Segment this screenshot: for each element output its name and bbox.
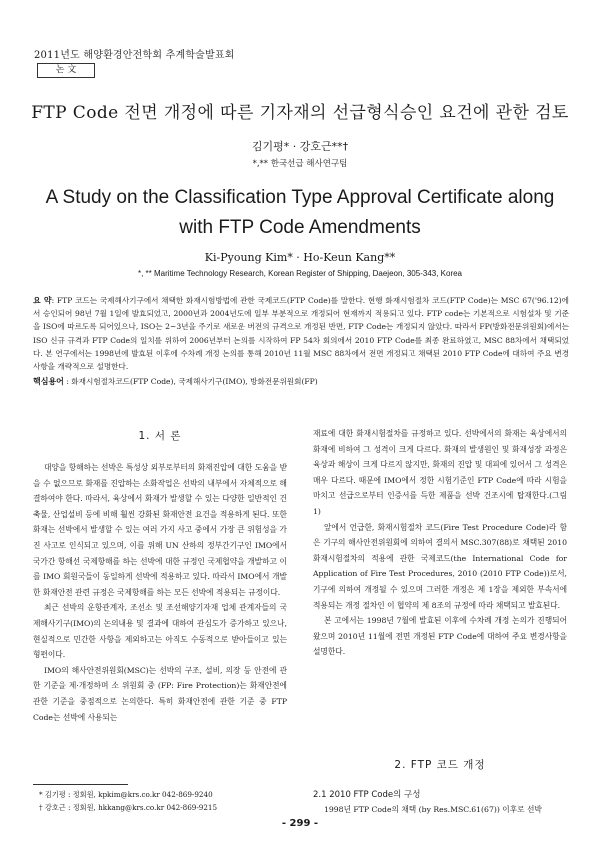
right-paragraph-1: 재료에 대한 화재시험절차를 규정하고 있다. 선박에서의 화재는 육상에서의 화재에 비하여 그 성격이 크게 다르다. 화재의 발생원인 및 화재성장 과정은 육상과 해상이 크게 다르지 않지만, 화재의 진압 및 대피에 있어서 그 성격은 매우 다르다. 때문에 IMO에서 정한 시험기준인 FTP Code에 따라 시험을 마치고 선급으로부터 인증서를 득한 제품을 선박 건조시에 탑재한다.(그림 1) bbox=[313, 429, 567, 516]
right-paragraph-2: 앞에서 언급한, 화재시험절차 코드(Fire Test Procedure Code)라 함은 기구의 해사안전위원회에 의하여 결의서 MSC.307(88)로 채택된 2010 화재시험절차의 적용에 관한 국제코드(the International Code for Application of Fire Test Procedures, 2010 (2010 FTP Code))로서, 기구에 의하여 개정될 수 있으며 그러한 개정은 제 1장을 제외한 부속서에 적용되는 개정 절차인 이 협약의 제 8조의 규정에 따라 채택되고 발효된다. bbox=[313, 522, 567, 610]
right-paragraph-3: 본 고에서는 1998년 7월에 발효된 이후에 수차례 개정 논의가 진행되어 왔으며 2010년 11월에 전면 개정된 FTP Code에 대하여 주요 변경사항을 설명한다. bbox=[313, 616, 567, 657]
footnote-2: † 강호근 : 정회원, hkkang@krs.co.kr 042-869-9215 bbox=[39, 803, 218, 812]
keywords-text: : 화재시험절차코드(FTP Code), 국제해사기구(IMO), 방화전문위원회(FP) bbox=[63, 377, 318, 386]
conference-header: 2011년도 해양환경안전학회 추계학술발표회 bbox=[34, 50, 235, 61]
right-column bbox=[313, 426, 567, 660]
intro-paragraph-3: IMO의 해사안전위원회(MSC)는 선박의 구조, 설비, 의장 등 안전에 관한 기준을 제·개정하며 소 위원회 중 (FP: Fire Protection)는 화재안전에 관한 기준을 중점적으로 논의한다. 특히 화재안전에 관한 기준 중 FTP Code는 선박에 사용되는 bbox=[33, 665, 287, 722]
paper-type-badge: 논 文 bbox=[37, 63, 95, 78]
subsection-2-1-text: 1998년 FTP Code의 채택 (by Res.MSC.61(67)) 이후로 선박 bbox=[324, 805, 542, 814]
left-column bbox=[33, 460, 287, 725]
page-number: - 299 - bbox=[281, 818, 319, 829]
abstract-text: : FTP 코드는 국제해사기구에서 채택한 화재시험방법에 관한 국제코드(FTP Code)를 말한다. 현행 화재시험절차 코드(FTP Code)는 MSC 67('96.12)에서 승인되어 98년 7월 1일에 발효되었고, 2000년과 2004년도에 일부 부분적으로 개정되어 현재까지 적용되고 있다. FTP code는 기본적으로 시험설차 및 기준을 ISO에 따르도록 되어있으나, ISO는 2~3년을 주기로 새로운 버전의 규격으로 개정된 반면, FTP Code는 개정되지 않았다. 따라서 FP(방화전문위원회)에서는 ISO 신규 규격과 FTP Code의 일치를 위하여 2006년부터 논의를 시작하여 FP 54차 회의에서 2010 FTP Code를 최종 완료하였고, MSC 88차에서 채택되었다. 본 연구에서는 1998년에 발효된 이후에 수차례 개정 논의를 통해 2010년 11월 MSC 88차에서 전면 개정되고 채택된 2010 FTP Code에 대하여 주요 변경사항을 개략적으로 설명한다. bbox=[33, 296, 569, 372]
title-english: A Study on the Classification Type Approval Certificate along with FTP Code Amendments bbox=[45, 187, 555, 238]
footnote-1: * 김기평 : 정회원, kpkim@krs.co.kr 042-869-9240 bbox=[39, 790, 213, 799]
intro-paragraph-1: 대양을 항해하는 선박은 특성상 외부로부터의 화재진압에 대한 도움을 받을 수 없으므로 화재를 진압하는 소화작업은 선박의 내부에서 자체적으로 해결하여야 한다. 따라서, 육상에서 화재가 발생할 수 있는 다양한 일반적인 건축물, 산업설비 등에 비해 훨씬 강화된 화재안전 요건을 적용하게 된다. 또한 화재는 선박에서 발생할 수 있는 여러 가지 사고 중에서 가장 큰 위험성을 가진 사고로 인식되고 있으며, 이를 위해 UN 산하의 정부간기구인 IMO에서 국가간 항해선 국제항해를 하는 선박에 대한 규정인 국제협약을 개발하고 이를 IMO 회원국들이 동일하게 선박에 적용하고 있다. 따라서 IMO에서 개발한 화재안전 관련 규정은 국제항해를 하는 모든 선박에 적용되는 규정이다. bbox=[33, 463, 287, 597]
abstract-label: 요 약 bbox=[33, 296, 52, 305]
affiliation-english: *, ** Maritime Technology Research, Korean Register of Shipping, Daejeon, 305-343, Korea bbox=[137, 269, 463, 278]
abstract bbox=[33, 294, 569, 373]
subsection-2-1-heading: 2.1 2010 FTP Code의 구성 bbox=[313, 790, 421, 800]
keywords bbox=[33, 376, 569, 387]
footnote-rule bbox=[33, 784, 128, 785]
affiliation-korean: *,** 한국선급 해사연구팀 bbox=[252, 159, 348, 169]
authors-english: Ki-Pyoung Kim* · Ho-Keun Kang** bbox=[204, 251, 396, 264]
title-korean: FTP Code 전면 개정에 따른 기자재의 선급형식승인 요건에 관한 검토 bbox=[31, 103, 569, 123]
intro-paragraph-2: 최근 선박의 운항관계자, 조선소 및 조선해양기자재 업체 관계자들의 국제해사기구(IMO)의 논의내용 및 결과에 대하여 관심도가 증가하고 있으나, 현실적으로 민간한 사항을 제외하고는 아직도 수동적으로 받아들이고 있는 형편이다. bbox=[33, 603, 287, 660]
authors-korean: 김기평* · 강호근**† bbox=[251, 140, 349, 153]
section-1-heading: 1. 서 론 bbox=[138, 430, 182, 442]
section-2-heading: 2. FTP 코드 개정 bbox=[394, 759, 486, 771]
footnotes bbox=[39, 788, 217, 814]
keywords-label: 핵심용어 bbox=[33, 377, 64, 386]
